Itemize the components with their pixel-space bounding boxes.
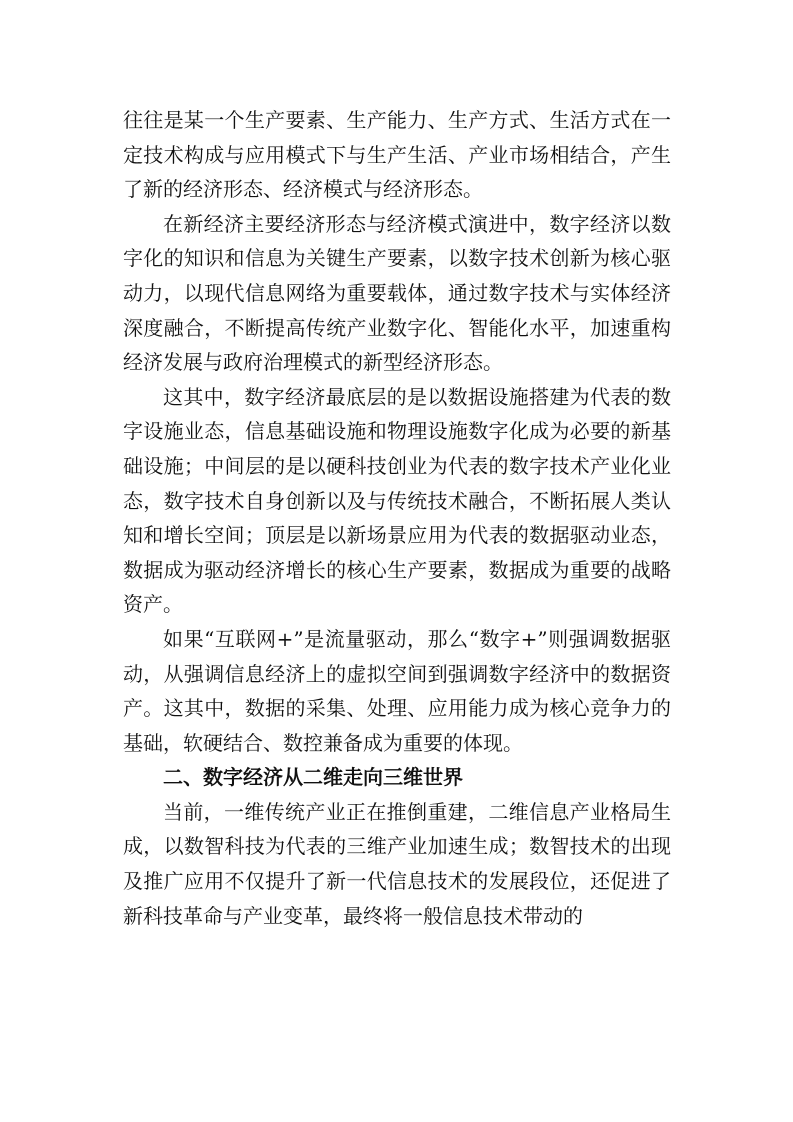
paragraph-current-industry: 当前，一维传统产业正在推倒重建，二维信息产业格局生成，以数智科技为代表的三维产业加速生成；数智技术的出现及推广应用不仅提升了新一代信息技术的发展段位，还促进了新科技革命与产业变革，最终将一般信息技术带动的 [123,799,671,928]
paragraph-internet-plus-vs-digital-plus: 如果“互联网+”是流量驱动，那么“数字+”则强调数据驱动，从强调信息经济上的虚拟空间到强调数字经济中的数据资产。这其中，数据的采集、处理、应用能力成为核心竞争力的基础，软硬结合、数控兼备成为重要的体现。 [123,626,671,755]
document-body [123,103,671,933]
paragraph-continuation: 往往是某一个生产要素、生产能力、生产方式、生活方式在一定技术构成与应用模式下与生产生活、产业市场相结合，产生了新的经济形态、经济模式与经济形态。 [123,108,671,202]
section-heading: 二、数字经济从二维走向三维世界 [163,765,463,790]
paragraph-digital-economy-definition: 在新经济主要经济形态与经济模式演进中，数字经济以数字化的知识和信息为关键生产要素，以数字技术创新为核心驱动力，以现代信息网络为重要载体，通过数字技术与实体经济深度融合，不断提高传统产业数字化、智能化水平，加速重构经济发展与政府治理模式的新型经济形态。 [123,211,671,375]
paragraph-digital-economy-layers: 这其中，数字经济最底层的是以数据设施搭建为代表的数字设施业态，信息基础设施和物理设施数字化成为必要的新基础设施；中间层的是以硬科技创业为代表的数字技术产业化业态，数字技术自身创新以及与传统技术融合，不断拓展人类认知和增长空间；顶层是以新场景应用为代表的数据驱动业态，数据成为驱动经济增长的核心生产要素，数据成为重要的战略资产。 [123,384,671,617]
